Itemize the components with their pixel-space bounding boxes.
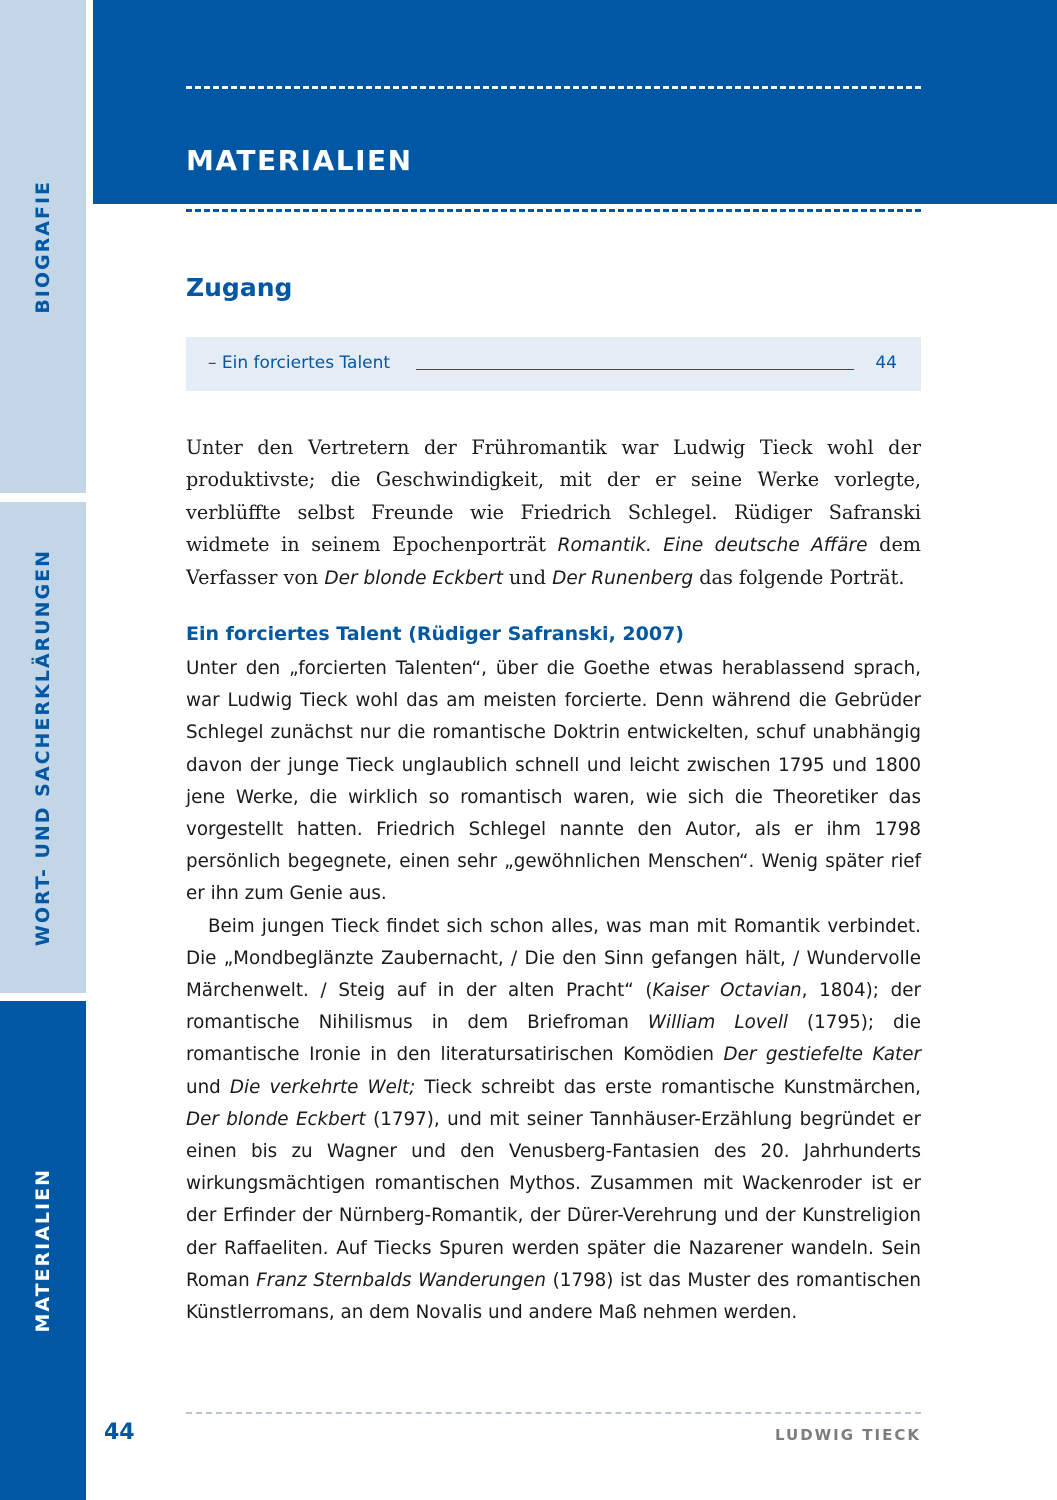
side-tab-label: BIOGRAFIE: [32, 179, 54, 314]
side-tab-wort-und-sacherklaerungen[interactable]: [0, 502, 86, 993]
chapter-title: MATERIALIEN: [186, 144, 413, 177]
running-title: LUDWIG TIECK: [774, 1426, 921, 1444]
toc-box: [186, 337, 921, 391]
work-title: Der blonde Eckbert: [186, 1108, 366, 1130]
toc-entry-link[interactable]: – Ein forciertes Talent: [208, 353, 391, 373]
work-title: William Lovell: [647, 1012, 788, 1034]
intro-text: dem Verfasser von: [186, 532, 921, 590]
paragraph-text: und: [186, 1076, 230, 1098]
work-title: Der gestiefelte Kater: [723, 1044, 921, 1066]
work-title: Die verkehrte Welt;: [229, 1076, 416, 1098]
page-number: 44: [104, 1420, 135, 1445]
article-body: [186, 653, 921, 1329]
intro-paragraph: [186, 432, 921, 595]
intro-title-runenberg: Der Runenberg: [552, 568, 694, 590]
paragraph-text: Tieck schreibt das erste romantische Kunstmärchen,: [415, 1076, 921, 1098]
intro-text: Unter den Vertretern der Frühromantik war Ludwig Tieck wohl der produktivste; die Geschwindigkeit, mit der er seine Werke vorlegte, verblüffte selbst Freunde wie Friedrich Schlegel. Rüdiger Safranski widmete in seinem Epochenporträt: [186, 436, 921, 556]
article-paragraph-1: Unter den „forcierten Talenten“, über die Goethe etwas herablassend sprach, war Ludwig Tieck wohl das am meisten forcierte. Denn während die Gebrüder Schlegel zunächst nur die romantische Doktrin entwickelten, schuf unabhängig davon der junge Tieck unglaublich schnell und leicht zwischen 1795 und 1800 jene Werke, die wirklich so romantisch waren, wie sich die Theoretiker das vorgestellt hatten. Friedrich Schlegel nannte den Autor, als er ihm 1798 persönlich begegnete, einen sehr „gewöhnlichen Menschen“. Wenig später rief er ihn zum Genie aus.: [186, 658, 921, 905]
side-tabs: [0, 0, 86, 1500]
side-tab-label: MATERIALIEN: [32, 1168, 54, 1333]
paragraph-text: (1797), und mit seiner Tannhäuser-Erzählung begründet er einen bis zu Wagner und den Venusberg-Fantasien des 20. Jahrhunderts wirkungsmächtigen romantischen Mythos. Zusammen mit Wackenroder ist er der Erfinder der Nürnberg-Romantik, der Dürer-Verehrung und der Kunstreligion der Raffaeliten. Auf Tiecks Spuren werden später die Nazarener wandeln. Sein Roman: [186, 1108, 921, 1291]
work-title: Kaiser Octavian: [652, 980, 802, 1002]
intro-text: das folgende Porträt.: [693, 566, 905, 590]
intro-title-eckbert: Der blonde Eckbert: [324, 568, 503, 590]
article-paragraph-2: [186, 911, 921, 1330]
header-divider-top: [186, 86, 921, 89]
toc-page-number[interactable]: 44: [875, 353, 897, 373]
footer-divider: [186, 1412, 921, 1414]
section-heading: Zugang: [186, 273, 293, 302]
paragraph-text: (1798) ist das Muster des romantischen Künstlerromans, an dem Novalis und andere Maß nehmen werden.: [186, 1269, 921, 1324]
paragraph-text: , 1804); der romantische Nihilismus in dem Briefroman: [186, 980, 921, 1034]
toc-leader-line: [416, 369, 854, 370]
header-divider-bottom: [186, 209, 921, 212]
intro-title-romantik: Romantik. Eine deutsche Affäre: [557, 534, 868, 556]
paragraph-text: Beim jungen Tieck findet sich schon alles, was man mit Romantik verbindet. Die „Mondbeglänzte Zaubernacht, / Die den Sinn gefangen hält, / Wundervolle Märchenwelt. / Steig auf in der alten Pracht“ (: [186, 915, 921, 1002]
side-tab-materialien[interactable]: [0, 1001, 86, 1500]
intro-text: und: [502, 566, 553, 590]
side-tab-biografie[interactable]: [0, 0, 86, 493]
paragraph-text: (1795); die romantische Ironie in den literatursatirischen Komödien: [186, 1012, 921, 1066]
article-heading: Ein forciertes Talent (Rüdiger Safranski, 2007): [186, 623, 684, 645]
side-tab-label: WORT- UND SACHERKLÄRUNGEN: [32, 548, 54, 947]
work-title: Franz Sternbalds Wanderungen: [256, 1269, 546, 1291]
